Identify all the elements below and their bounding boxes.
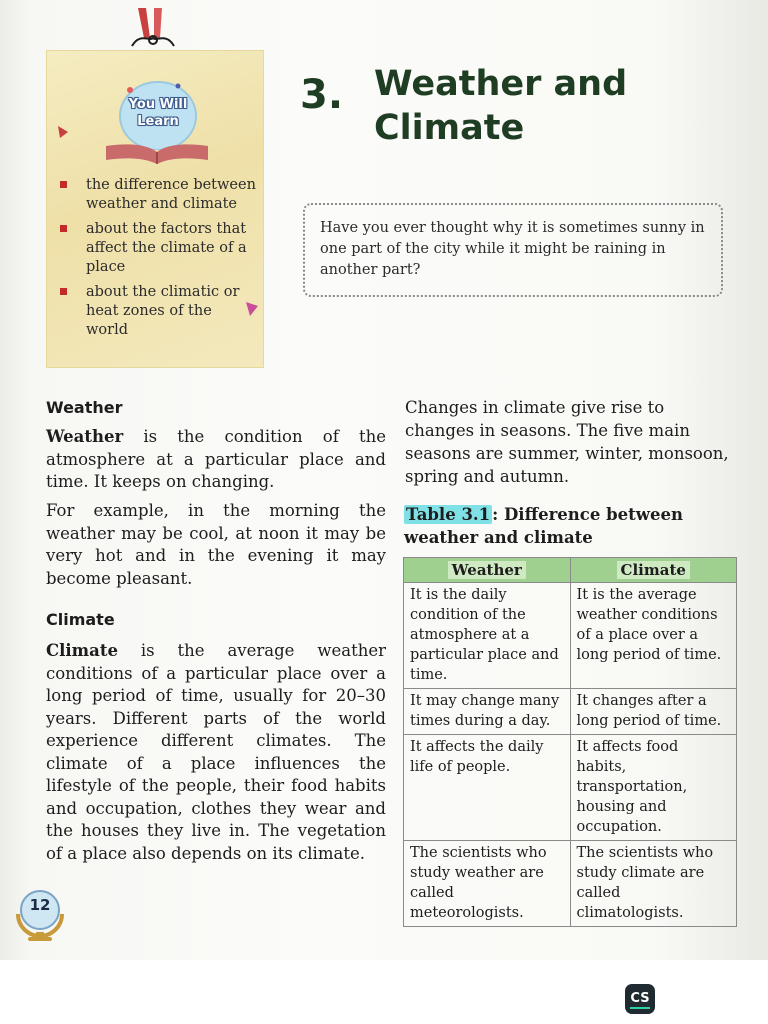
climate-definition: Climate is the average weather conditions of a particular place over a long period of time, usually for 20–30 years. Different parts of the world experience different climates. The climate of a place influences the lifestyle of the people, their food habits and occupation, clothes they wear and the houses they live in. The vegetation of a place also depends on its climate. bbox=[46, 641, 386, 863]
pin-icon bbox=[56, 124, 70, 140]
table-caption: Table 3.1 : Difference between weather and climate bbox=[404, 505, 683, 547]
table-row bbox=[404, 841, 737, 927]
weather-definition: Weather is the condition of the atmosphere at a particular place and time. It keeps on changing. bbox=[46, 427, 386, 491]
table-cell: It affects the daily life of people. bbox=[404, 735, 571, 841]
learn-list bbox=[56, 176, 256, 346]
learn-list-item: about the factors that affect the climate of a place bbox=[56, 220, 256, 277]
table-row bbox=[404, 583, 737, 689]
learn-title-line1: You Will bbox=[128, 97, 188, 112]
header-weather: Weather bbox=[404, 558, 571, 583]
learn-box-title bbox=[112, 96, 204, 130]
table-row bbox=[404, 689, 737, 735]
table-cell: It affects food habits, transportation, housing and occupation. bbox=[570, 735, 737, 841]
table-cell: It is the average weather conditions of a place over a long period of time. bbox=[570, 583, 737, 689]
table-cell: It may change many times during a day. bbox=[404, 689, 571, 735]
weather-example: For example, in the morning the weather may be cool, at noon it may be very hot and in the evening it may become pleasant. bbox=[46, 501, 386, 588]
comparison-table bbox=[403, 557, 737, 927]
learn-list-item: the difference between weather and climate bbox=[56, 176, 256, 214]
scanner-logo: CS bbox=[625, 984, 655, 1014]
bullet-icon bbox=[60, 288, 67, 295]
bullet-icon bbox=[60, 181, 67, 188]
table-cell: The scientists who study climate are called climatologists. bbox=[570, 841, 737, 927]
question-text: Have you ever thought why it is sometimes sunny in one part of the city while it might be raining in another part? bbox=[320, 220, 705, 278]
ribbon-icon bbox=[130, 8, 176, 56]
bullet-icon bbox=[60, 225, 67, 232]
table-cell: The scientists who study weather are called meteorologists. bbox=[404, 841, 571, 927]
learn-list-item: about the climatic or heat zones of the world bbox=[56, 283, 256, 340]
chapter-number: 3. bbox=[300, 72, 344, 118]
climate-heading: Climate bbox=[46, 610, 115, 629]
pin-icon bbox=[244, 300, 260, 318]
seasons-paragraph: Changes in climate give rise to changes in seasons. The five main seasons are summer, winter, monsoon, spring and autumn. bbox=[405, 398, 729, 486]
table-cell: It is the daily condition of the atmosphere at a particular place and time. bbox=[404, 583, 571, 689]
table-header-row bbox=[404, 558, 737, 583]
page-number: 12 bbox=[29, 896, 51, 914]
weather-term: Weather bbox=[46, 427, 124, 446]
header-climate: Climate bbox=[570, 558, 737, 583]
chapter-title: Weather and Climate bbox=[374, 64, 628, 148]
table-cell: It changes after a long period of time. bbox=[570, 689, 737, 735]
climate-term: Climate bbox=[46, 641, 118, 660]
table-row bbox=[404, 735, 737, 841]
table-number: Table 3.1 bbox=[406, 505, 491, 524]
learn-title-line2: Learn bbox=[137, 114, 179, 129]
weather-heading: Weather bbox=[46, 398, 123, 417]
open-book-icon bbox=[104, 140, 210, 166]
